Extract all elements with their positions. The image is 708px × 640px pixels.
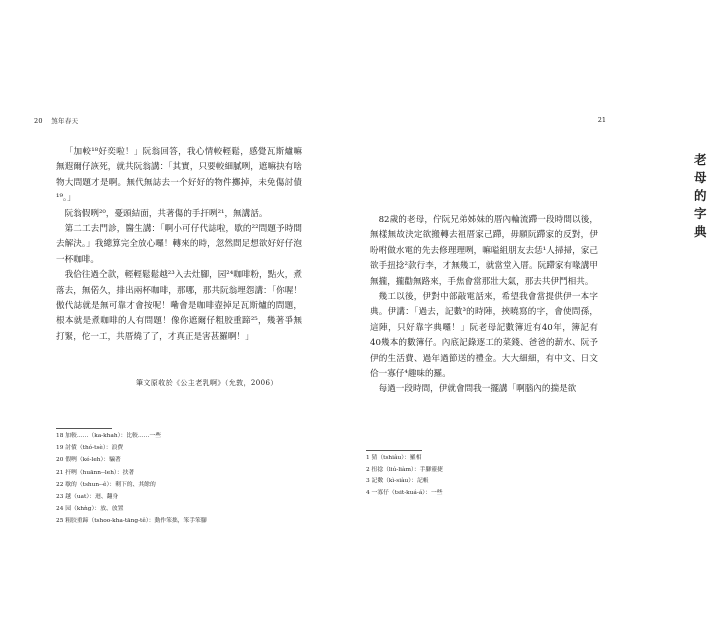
paragraph: 我佮往過仝款，輕輕鬆鬆越²³入去灶腳，园²⁴咖啡粉，點火，煮落去，無偌久，排出兩杯咖啡，那哪，那共阮翁埋怨講：「你喔！傲代誌就是無可靠才會按呢！嘞會是咖啡壺掉足瓦斯爐的問題，根本就是煮咖啡的人有問題！像你遮爾仔粗胶重蹄²⁵，幾著爭無打緊，佗一工，共厝燒了了，才真正是害甚羅啊！」 bbox=[56, 270, 302, 342]
left-page bbox=[0, 0, 320, 640]
paragraph: 第二工去門診，醫生講：「啊小可仔代誌啦，歇的²²問題予時間去解決。」我總算完全放心囉！轉來的時，忽然間足想欲好好仔泡一杯咖啡。 bbox=[56, 224, 302, 265]
footnote: 4 一寡仔（tsit-kuá-á）：一些 bbox=[366, 489, 443, 496]
footnote: 2 扭捻（liú-liàm）：手腳靈捷 bbox=[366, 466, 443, 473]
left-body-text bbox=[56, 145, 302, 345]
footnote: 18 加較……（ka-khah）：比較……一些 bbox=[56, 433, 162, 439]
paragraph: 阮翁假咧²⁰，憂頭結面，共著傷的手扞咧²¹，無講話。 bbox=[64, 208, 268, 219]
footnote: 19 討債（thó-tsè）：浪費 bbox=[56, 445, 124, 452]
footnote: 24 园（khǹg）：放、放置 bbox=[56, 506, 124, 513]
right-footnotes bbox=[366, 453, 586, 499]
footnote: 23 越（uat）：迴、翻身 bbox=[56, 494, 119, 501]
footnote: 20 假咧（ké-leh）：騙著 bbox=[56, 457, 121, 464]
attribution: 筆文原收於《公主老乳啊》（允敦，2006） bbox=[136, 379, 278, 387]
left-page-number: 20 bbox=[34, 117, 43, 125]
paragraph: 82歲的老母，佇阮兄弟姊妹的厝內輪流蹛一段時間以後，無樣無故決定欲搬轉去祖厝家己蹛，毋願阮蹛家的反對，伊吩咐做水電的先去修理理咧，嘛嗌組朋友去恁¹人掃掃，家己欲手扭捻²款行李，才無幾工，就當堂入厝。阮蹛家有喙講甲無攏，攏勸無路來，手焦會當那壯大氣，那去共伊鬥相共。 bbox=[370, 215, 598, 287]
footnote-divider bbox=[56, 428, 112, 429]
right-body-text bbox=[370, 213, 598, 398]
footnote: 21 扞咧（huānn--leh）：扶著 bbox=[56, 469, 135, 476]
left-page-header bbox=[34, 116, 78, 125]
chapter-title: 老母的字典 bbox=[694, 152, 708, 239]
running-title: 煞年春天 bbox=[51, 117, 79, 125]
footnote: 22 歇的（tshun--ê）：剩下的、其餘的 bbox=[56, 481, 156, 488]
paragraph: 幾工以後，伊對中部敲電話來，希望我會當提供伊一本字典。伊講：「過去，記數³的時陣，挾曉寫的字，會使問孫，這陣，只好靠字典囉！」阮老母記數簿近有40年，簿記有40幾本的數簿仔。內底記錄逐工的菜錢、爸爸的薪水、阮予伊的生活費、過年過節送的禮金。大大細細，有中文、日文佮一寡仔⁴趣味的羅。 bbox=[370, 292, 598, 380]
paragraph: 每過一段時間，伊就會問我一擺講「啊腦內的揣是欲 bbox=[378, 384, 577, 395]
paragraph: 「加較¹⁸好奕啦！」阮翁回答，我心情較輕鬆，感覺瓦斯爐嘛無遐爾仔詼死，就共阮翁講：「其實，只要較細膩咧，遮嘛抉有啥物大問題才是啊。無代無誌去一个好好的物件擲掉，未免傷討債¹⁹。」 bbox=[56, 147, 302, 204]
footnote: 1 猜（tshiâu）：羅相 bbox=[366, 455, 422, 461]
footnote-divider bbox=[366, 450, 422, 451]
footnote: 25 粗胶重蹄（tshoo-kha-tāng-tê）：動作笨拙，笨手笨腳 bbox=[56, 518, 207, 525]
right-page-number: 21 bbox=[597, 116, 606, 124]
left-footnotes bbox=[56, 430, 306, 528]
footnote: 3 記數（kì-siàu）：記帳 bbox=[366, 478, 429, 485]
